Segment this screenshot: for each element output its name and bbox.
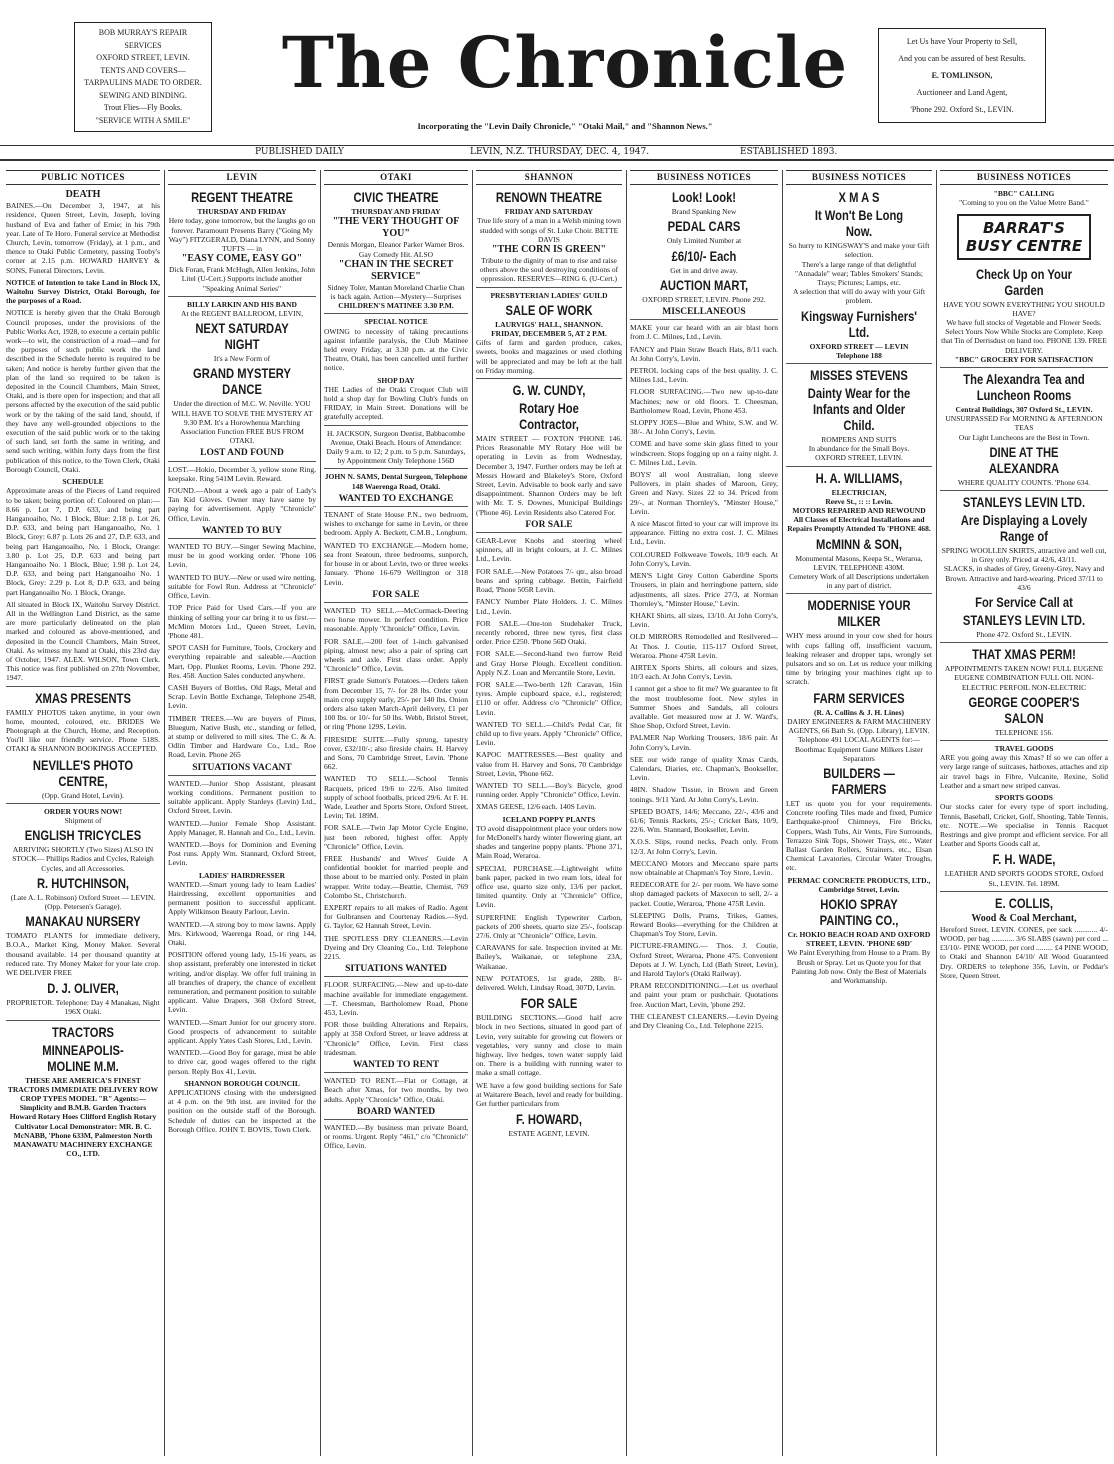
renown-heading: RENOWN THEATRE xyxy=(495,189,603,206)
column-otaki xyxy=(324,170,468,1456)
classified-ad: WANTED.—Junior Female Shop Assistant. Apply Manager, R. Hannah and Co., Ltd., Levin. xyxy=(168,818,316,837)
shannon-council-heading: SHANNON BOROUGH COUNCIL xyxy=(184,1078,300,1088)
builders-heading: BUILDERS — FARMERS xyxy=(823,764,895,797)
column-business-notices-1 xyxy=(630,170,778,1456)
classified-ad: WANTED.—Smart Junior for our grocery store. Good prospects of advancement to suitable applicant. Apply Yates Cash Stores, Ltd., Levin. xyxy=(168,1017,316,1046)
ear-right xyxy=(878,28,1046,123)
classes-text: All Classes of Electrical Installations and Repairs Promptly Attended To 'PHONE 468. xyxy=(787,515,931,534)
stanleys-heading-2: STANLEYS LEVIN LTD. xyxy=(962,612,1086,629)
classified-ad: TOP Price Paid for Used Cars.—If you are thinking of selling your car bring it to us first.—McMinn Motors Ltd., Queen Street, Levin, 'Phone 481. xyxy=(168,603,316,640)
classified-ad: CARAVANS for sale. Inspection invited at Mr. Bailey's, Waikanae, or telephone 23A, Waikanae. xyxy=(476,943,622,971)
classified-ad: WANTED TO EXCHANGE.—Modern home, sea front Seatoun, three bedrooms, sunporch, for house in or about Levin, two or three weeks January. 'Phone 16-679 Wellington or 318 Levin. xyxy=(324,540,468,587)
dateline xyxy=(0,145,1114,161)
regent-heading: REGENT THEATRE xyxy=(191,189,293,206)
neville-address: (Opp. Grand Hotel, Levin). xyxy=(41,790,125,800)
classified-ad: WANTED.—Boys for Dominion and Evening Post runs. Apply Wm. Stannard, Oxford Street, Levin. xyxy=(168,839,316,868)
classified-ad: FOR SALE.—One-ton Studebaker Truck, recently rebored, three new tyres, first class order. Price £250. 'Phone 56D Otaki. xyxy=(476,618,622,647)
column-rule xyxy=(936,170,937,1456)
regent-film: "EASY COME, EASY GO" xyxy=(181,253,303,265)
grocer-text: "BBC" GROCERY FOR SATISFACTION xyxy=(954,354,1094,364)
ear-line: BOB MURRAY'S REPAIR xyxy=(98,28,188,37)
classified-ad: WANTED TO SELL.—Boy's Bicycle, good running order. Apply "Chronicle" Office, Levin. xyxy=(476,780,622,800)
classified-ad: GEAR-Lever Knobs and steering wheel spinners, all in bright colours, at J. C. Milnes Ltd., Levin. xyxy=(476,536,622,564)
friday-date: FRIDAY, DECEMBER 5, AT 2 P.M. xyxy=(491,329,607,339)
ear-line: TARPAULINS MADE TO ORDER. xyxy=(84,78,202,87)
column-heading: BUSINESS NOTICES xyxy=(786,170,932,185)
luncheon-text: Our Light Luncheons are the Best in Town. xyxy=(958,432,1090,442)
classified-ad: FOR SALE.—Second-hand two furrow Reid and Gray Horse Plough. Excellent condition. Apply N.Z. Loan and Mercantile Store, Levin. xyxy=(476,649,622,677)
classified-ad: POSITION offered young lady, 15-16 years, as shop assistant, preferably one interested in ticket writing, and/or display. We offer full training in all branches of drapery, the chance of excellent remuneration, and permanent position to suitable applicant. Value Drapers, 368 Oxford Street, Levin. xyxy=(168,950,316,1015)
classified-ad: FOR SALE.—Two-berth 12ft Caravan, 16in tyres. Ample cupboard space, e.l., registered; £110 or offer. Address c/o "Chronicle" Office, Levin. xyxy=(476,679,622,717)
renown-days: FRIDAY AND SATURDAY xyxy=(504,207,594,217)
skirts-text: SPRING WOOLLEN SKIRTS, attractive and well cut, in Grey only. Priced at 42/6, 43/11. xyxy=(941,546,1107,565)
regent-cast: Dick Foran, Frank McHugh, Allen Jenkins, John Litel (U-Cert.) Supports include another "Speaking Animal Series" xyxy=(168,265,316,293)
classified-ad: KHAKI Shirts, all sizes, 13/10. At John Corry's, Levin. xyxy=(630,610,778,630)
oliver-heading: D. J. OLIVER, xyxy=(47,980,119,997)
classified-ad: SLOPPY JOES—Blue and White, S.W. and W. 38/-. At John Corry's, Levin. xyxy=(630,418,778,437)
cundy-heading: G. W. CUNDY, xyxy=(512,382,586,399)
hairdresser-heading: LADIES' HAIRDRESSER xyxy=(198,870,286,880)
tricycles-heading: ENGLISH TRICYCLES xyxy=(24,827,142,844)
classified-ad: SUPERFINE English Typewriter Carbon, packets of 200 sheets, quarto size 25/-, foolscap 27/6. Only at "Chronicle" Office, Levin. xyxy=(476,912,622,940)
reeve-street: Reeve St., :: :: Levin. xyxy=(825,496,893,506)
classified-ad: PRAM RECONDITIONING.—Let us overhaul and paint your pram or pushchair. Quotations free. Auction Mart, Levin, 'phone 292. xyxy=(630,981,778,1009)
farm-services-body: DAIRY ENGINEERS & FARM MACHINERY AGENTS, 66 Bath St. (Opp. Library), LEVIN. Telephone 491 LOCAL AGENTS for:— Boothmac Equipment Gane Milkers Lister Separators xyxy=(787,716,931,763)
classified-ad: PALMER Nap Working Trousers, 18/6 pair. At John Corry's, Levin. xyxy=(630,733,778,752)
classified-ad: WANTED.—By business man private Board, or rooms. Urgent. Reply "461," c/o "Chronicle" Office, Levin. xyxy=(324,1123,468,1151)
column-heading: SHANNON xyxy=(476,170,622,185)
classified-ad: THE SPOTLESS DRY CLEANERS.—Levin Dyeing and Dry Cleaning Co., Ltd. Telephone 2215. xyxy=(324,933,468,962)
dateline-published: PUBLISHED DAILY xyxy=(255,147,344,157)
section-heading: FOR SALE xyxy=(476,521,622,533)
manakau-heading: MANAKAU NURSERY xyxy=(25,913,141,930)
classified-ad: WANTED TO RENT.—Flat or Cottage, at Beach after Xmas, for two months, by two adults. Apply "Chronicle" Office, Otaki. xyxy=(324,1076,468,1104)
classified-ad: AIRTEX Sports Shirts, all colours and sizes, 10/3 each. At John Corry's, Levin. xyxy=(630,662,778,682)
tractors-heading: TRACTORS xyxy=(51,1023,115,1040)
stanleys-heading: STANLEYS LEVIN LTD. xyxy=(962,494,1086,511)
classified-ad: SLEEPING Dolls, Prams, Trikes, Games, Reward Books—everything for the Children at Chapman's Toy Store, Levin. xyxy=(630,910,778,939)
cooper-telephone: TELEPHONE 156. xyxy=(994,727,1054,737)
manakau-body: TOMATO PLANTS for immediate delivery, B.O.A., Market King, Money Maker. Several thousand available. 14 per thousand quantity at reduced rate. Try Money Maker for your late crop. WE DELIVER FREE xyxy=(6,931,160,978)
selection-text: A selection that will do away with your Gift problem. xyxy=(792,287,926,306)
travel-body: ARE you going away this Xmas? If so we can offer a very large range of suitcases, hatboxes, attaches and zip air travel bags in Fibre, Vulcanite, Rexine, Solid Leather and a smart new striped canvas. xyxy=(940,753,1108,790)
classified-ad: WE have a few good building sections for Sale at Waitarere Beach, level and ready for building. Get further particulars from xyxy=(476,1080,622,1109)
moline-body: THESE ARE AMERICA'S FINEST TRACTORS IMMEDIATE DELIVERY ROW CROP TYPES MODEL "R" Agents:— Simplicity and B.M.B. Garden Tractors Howard Rotary Hoes Clifford English Rotary Cultivator Local Demonstrator: MR. B. C. McNABB, 'Phone 633M, Palmerston North MANAWATU MACHINERY EXCHANGE CO., LTD. xyxy=(7,1075,159,1159)
quality-text: WHERE QUALITY COUNTS. 'Phone 634. xyxy=(957,477,1091,487)
column-rule xyxy=(164,170,165,1456)
howard-heading: F. HOWARD, xyxy=(516,1111,582,1128)
classified-ad: FOR SALE.—New Potatoes 7/- qtr., also broad beans and spring cabbage. Bettin, Fairfield Road, 'Phone 505R Levin. xyxy=(476,566,622,595)
price-heading: £6/10/- Each xyxy=(671,247,737,264)
civic-film-2: "CHAN IN THE SECRET SERVICE" xyxy=(338,258,454,282)
classified-ad: WANTED.—Good Boy for garage, must be able to drive car, good wages offered to the right person. Reply Box 41, Levin. xyxy=(168,1048,316,1076)
column-public-notices xyxy=(6,170,160,1456)
milker-body: WHY mess around in your cow shed for hours with cups falling off, insufficient vacuum, leaking releaser and dropper taps, wrongly set pulsators and so on. Let us reduce your milking time by bringing your machines right up to scratch. xyxy=(786,631,932,687)
classified-ad: 48IN. Shadow Tissue, in Brown and Green tonings. 9/11 Yard. At John Corry's, Levin. xyxy=(630,785,778,804)
classified-ad: FOR SALE.—200 feet of 1-inch galvanised piping, almost new; also a pair of spring cart wheels and axle. First class order. Apply "Chronicle" Office, Levin. xyxy=(324,636,468,674)
ear-line: And you can be assured of best Results. xyxy=(898,54,1026,63)
classified-ad: WANTED.—A strong boy to mow lawns. Apply Mrs. Kirkwood, Waerenga Road, or ring 144, Otaki. xyxy=(168,919,316,947)
gifts-body: Gifts of farm and garden produce, cakes, sweets, books and magazines or used clothing will be appreciated and may be left at the hall on Friday morning. xyxy=(476,338,622,375)
oliver-body: PROPRIETOR. Telephone: Day 4 Manakau, Night 196X Otaki. xyxy=(6,998,160,1017)
classified-ad: OLD MIRRORS Remodelled and Resilvered—At Thos. J. Coutie, 115-117 Oxford Street, Weraroa. Phone 475R Levin. xyxy=(630,632,778,660)
wade-body: LEATHER AND SPORTS GOODS STORE, Oxford St., LEVIN. Tel. 189M. xyxy=(944,869,1104,888)
moline-heading: MINNEAPOLIS-MOLINE M.M. xyxy=(42,1041,124,1074)
civic-days: THURSDAY AND FRIDAY xyxy=(351,207,441,217)
classified-ad: COLOURED Folkweave Towels, 10/9 each. At John Corry's, Levin. xyxy=(630,549,778,568)
xmas-heading: X M A S xyxy=(838,189,880,206)
ear-line: 'Phone 292. Oxford St., LEVIN. xyxy=(910,105,1014,114)
range-text: There's a large range of that delightful "Annadale" wear; Tables Smokers' Stands; Trays; Pictures; Lamps, etc. xyxy=(794,259,924,288)
poppy-heading: ICELAND POPPY PLANTS xyxy=(502,814,596,824)
laurvigs-hall: LAURVIGS' HALL, SHANNON. xyxy=(495,319,603,329)
classified-ad: THE Ladies of the Otaki Croquet Club will hold a shop day for Bowling Club's funds on FRIDAY, in Main Street. Donations will be gratefully accepted. xyxy=(324,384,468,422)
column-shannon xyxy=(476,170,622,1456)
displaying-heading: Are Displaying a Lovely Range of xyxy=(960,512,1088,545)
collis-sub: Wood & Coal Merchant, xyxy=(971,912,1077,924)
pedal-cars-heading: PEDAL CARS xyxy=(667,218,741,235)
classified-ad: REDECORATE for 2/- per room. We have some shop damaged packets of Maxecon to sell, 2/- a packet. Coutie, Weraroa, 'Phone 475R Levin. xyxy=(630,880,778,908)
sports-heading: SPORTS GOODS xyxy=(995,793,1053,803)
guild-heading: PRESBYTERIAN LADIES' GUILD xyxy=(490,290,608,300)
rule xyxy=(940,367,1108,368)
section-heading: SITUATIONS WANTED xyxy=(324,965,468,977)
civic-film: "THE VERY THOUGHT OF YOU" xyxy=(332,216,460,240)
ear-line: Let Us have Your Property to Sell, xyxy=(906,37,1018,46)
classified-ad: THE CLEANEST CLEANERS.—Levin Dyeing and Dry Cleaning Co., Ltd. Telephone 2215. xyxy=(630,1011,778,1031)
classified-ad: TO avoid disappointment place your orders now for McDonell's hardy winter flowering giant, art shades and tangerine poppy plants. 'Phone 371, Main Road, Weraroa. xyxy=(476,823,622,861)
hokio-heading: HOKIO SPRAY PAINTING CO., xyxy=(819,895,899,928)
death-notice: BAINES.—On December 3, 1947, at his residence, Queen Street, Levin, Joseph, loving husband of Eva and father of Ernie; in his 79th year. Late of Te Horo. Funeral service at Methodist Church, Levin, tomorrow (Friday), at 1 p.m., and thence to Otaki Public Cemetery, passing Tooby's corner at 2.15 p.m. HOWARD HARVEY & SONS, Funeral Directors, Levin. xyxy=(6,201,160,275)
rompers-text: ROMPERS AND SUITS xyxy=(821,435,897,445)
regent-days: THURSDAY AND FRIDAY xyxy=(197,207,287,217)
collis-body: Hereford Street, LEVIN. CONES, per sack ............ 4/- WOOD, per bag ............ 3/6 SLABS (sawn) per cord ... £3/10/- PINE WOOD, per cord ......... £4 PINE WOOD, to Otaki and Shannon £4/10/ All Wood Guaranteed Dry. ORDERS to telephone 356, Levin, or Peddar's Store, Queen Street. xyxy=(940,924,1108,980)
renown-body: True life story of a man in a Welsh mining town studded with songs of St. Luke Choir. BETTE DAVIS xyxy=(477,216,621,244)
rule xyxy=(786,363,932,364)
mcminn-heading: McMINN & SON, xyxy=(816,535,902,552)
column-rule xyxy=(626,170,627,1456)
for-sale-heading: FOR SALE xyxy=(520,995,578,1012)
jackson-card: H. JACKSON, Surgeon Dentist, Babbacombe Avenue, Otaki Beach. Hours of Attendance: Daily 9 a.m. to 12; 2 p.m. to 5 p.m. Saturdays, by Appointment Only Telephone 156D xyxy=(326,428,466,466)
travel-heading: TRAVEL GOODS xyxy=(994,744,1054,754)
ear-line: TENTS AND COVERS— xyxy=(100,65,186,75)
classified-ad: X.O.S. Slips, round necks, Peach only. From 12/3. At John Corry's, Levin. xyxy=(630,837,778,856)
classified-ad: LOST.—Hokio, December 3, yellow stone Ring, keepsake. Ring 541M Levin. Reward. xyxy=(168,464,316,483)
look-heading: Look! Look! xyxy=(671,189,737,206)
column-business-notices-2 xyxy=(786,170,932,1456)
ear-line: E. TOMLINSON, xyxy=(931,71,993,80)
tricycles-body: ARRIVING SHORTLY (Two Sizes) ALSO IN STOCK— Phillips Radios and Cycles, Raleigh Cycles, and all Accessories. xyxy=(12,845,154,873)
permac-text: PERMAC CONCRETE PRODUCTS, LTD., Cambridge Street, Levin. xyxy=(787,875,931,894)
column-rule xyxy=(320,170,321,1456)
ear-line: SERVICES xyxy=(124,40,162,50)
service-heading: For Service Call at xyxy=(975,594,1073,611)
schedule-heading: SCHEDULE xyxy=(62,477,104,487)
ear-line: OXFORD STREET, LEVIN. xyxy=(96,53,190,62)
classified-ad: WANTED.—Junior Shop Assistant, pleasant working conditions. Permanent position to suitable applicant. Apply Stanleys (Levin) Ltd., Oxford Street, Levin. xyxy=(168,778,316,816)
column-rule xyxy=(782,170,783,1456)
classified-ad: PETROL locking caps of the best quality. J. C. Milnes Ltd., Levin. xyxy=(630,366,778,385)
grand-mystery-body: Under the direction of M.C. W. Neville. YOU WILL HAVE TO SOLVE THE MYSTERY AT 9.30 P.M. It's a Horowhenua Marching Association Function FREE BUS FROM OTAKI. xyxy=(171,399,313,446)
brand-new: Brand Spanking New xyxy=(671,207,737,217)
section-heading: WANTED TO BUY xyxy=(168,527,316,539)
column-heading: BUSINESS NOTICES xyxy=(940,170,1108,185)
classified-ad: COME and have some skin glass fitted to your windscreen. Stops fogging up on a rainy night. J. C. Milnes Ltd., Levin. xyxy=(630,439,778,467)
cooper-heading: GEORGE COOPER'S SALON xyxy=(968,693,1080,726)
ear-left xyxy=(74,22,212,132)
seeds-text: We have full stocks of Vegetable and Flower Seeds. Select Yours Now While Stocks are Complete. Keep that Tin of Derrisdust on hand too. PHONE 139. FREE DELIVERY. xyxy=(941,318,1107,355)
alexandra-heading: The Alexandra Tea and Luncheon Rooms xyxy=(963,371,1085,404)
classified-ad: WANTED TO SELL.—School Tennis Racquets, priced 19/6 to 22/6. Also limited supply of school footballs, priced 29/6. At F. H. Wade, Leather and Sports Store, Oxford Street, Levin; Tel. 189M. xyxy=(324,774,468,821)
classified-ad: WANTED.—Smart young lady to learn Ladies' Hairdressing, excellent opportunities and permanent position to successful applicant. Apply Wilkinson Beauty Parlour, Levin. xyxy=(168,879,316,917)
rule xyxy=(940,740,1108,741)
schedule-tail: All situated in Block IX, Waitohu Survey District. All in the Wellington Land District, as the same are more particularly delineated on the plan marked and coloured as above-mentioned, and deposited in the Council Chambers, Main Street, Otaki. As witness my hand at Otaki, this 23rd day of October, 1947. ALEX. WILSON, Town Clerk. This notice was first published on 27th November, 1947. xyxy=(6,599,160,683)
hokio-address: Cr. HOKIO BEACH ROAD AND OXFORD STREET, LEVIN. 'PHONE 69D' xyxy=(787,929,931,949)
dainty-heading: Dainty Wear for the Infants and Older Child. xyxy=(807,385,911,434)
classified-ad: FANCY Number Plate Holders. J. C. Milnes Ltd., Levin. xyxy=(476,597,622,616)
classified-ad: CASH Buyers of Bottles, Old Rags, Metal and Scrap. Levin Bottle Exchange, Telephone 2548, Levin. xyxy=(168,682,316,711)
sports-body: Our stocks cater for every type of sport including, Tennis, Baseball, Cricket, Golf, Shooting, Table Tennis, etc. NOTE.—We specialise in Tennis Racquet Restrings and give prompt and efficient service. For all Leather and Sports Goods call at, xyxy=(940,802,1108,849)
hutchinson-body: (Late A. L. Robinson) Oxford Street — LEVIN. (Opp. Petersen's Garage). xyxy=(10,892,156,911)
farm-services-heading: FARM SERVICES xyxy=(813,689,905,706)
sown-text: HAVE YOU SOWN EVERYTHING YOU SHOULD HAVE? xyxy=(943,299,1105,318)
rule xyxy=(168,296,316,297)
unsurpassed-text: UNSURPASSED For MORNING & AFTERNOON TEAS xyxy=(945,414,1103,433)
classified-ad: WANTED TO BUY.—Singer Sewing Machine, must be in good working order. 'Phone 106 Levin. xyxy=(168,542,316,570)
masthead-incorporating: Incorporating the "Levin Daily Chronicle," "Otaki Mail," and "Shannon News." xyxy=(417,121,713,131)
civic-heading: CIVIC THEATRE xyxy=(353,189,439,206)
garden-heading: Check Up on Your Garden xyxy=(975,265,1073,298)
barrats-logo: BARRAT'S BUSY CENTRE xyxy=(957,214,1091,260)
classified-ad: MECCANO Motors and Meccano spare parts now obtainable at Chapman's Toy Store, Levin. xyxy=(630,858,778,877)
hutchinson-heading: R. HUTCHINSON, xyxy=(36,874,130,891)
neville-heading: NEVILLE'S PHOTO CENTRE, xyxy=(32,756,134,789)
perm-heading: THAT XMAS PERM! xyxy=(972,646,1076,663)
rule xyxy=(786,466,932,467)
perm-body: APPOINTMENTS TAKEN NOW! FULL EUGENE EUGENE COMBINATION FULL OIL NON-ELECTRIC PERFOIL NON-ELECTRIC xyxy=(944,664,1104,692)
classified-ad: BUILDING SECTIONS.—Good half acre block in two Sections, situated in good part of Levin, very suitable for growing cut flowers or vegetables, very sunny and close to main highway, live hedges, town water supply laid on. There is a building with running water to make a small cottage. xyxy=(476,1013,622,1078)
rotary-heading: Rotary Hoe Contractor, xyxy=(519,400,579,433)
abundance-text: In abundance for the Small Boys. xyxy=(808,444,910,454)
classified-ad: A nice Mascot fitted to your car will improve its appearance. Fitting no extra cost. J. C. Milnes Ltd., Levin. xyxy=(630,519,778,547)
auction-mart-sub: OXFORD STREET, LEVIN. Phone 292. xyxy=(642,294,766,304)
stanleys-telephone: Phone 472. Oxford St., LEVIN. xyxy=(976,630,1072,640)
auction-mart-heading: AUCTION MART, xyxy=(659,276,749,293)
rule xyxy=(940,490,1108,491)
column-heading: LEVIN xyxy=(168,170,316,185)
classified-ad: SPECIAL PURCHASE.—Lightweight white bank paper, packed in two ream lots, ideal for office use, quarto size only, 13/6 per packet, limited quantity. Only at "Chronicle" Office, Levin. xyxy=(476,863,622,910)
notice-body: NOTICE is hereby given that the Otaki Borough Council proposes, under the provisions of the Public Works Act, 1928, to execute a certain public work—to wit, the construction of a road—and for the purposes of such public work the land described in the Schedule hereto is required to be taken; And notice is hereby further given that the plan of the land so required to be taken is deposited in the Council Chambers, Main Street, Otaki, and is there open for inspection; and that all persons affected by the execution of the said public work or by the taking of the said land, should, if they have any well-grounded objections to the execution of the said public work or to the taking of such land, set forth the same in writing, and send such writing, within forty days from the first publication of this notice, to the Town Clerk, Otaki Borough Council, Otaki. xyxy=(6,308,160,474)
column-heading: BUSINESS NOTICES xyxy=(630,170,778,185)
classified-ad: SPEED BOATS, 14/6; Meccano, 22/-, 43/6 and 61/6; Tennis Rackets, 25/-; Cricket Bats, 10/9, 22/6. Wm. Stannard, Bookseller, Levin. xyxy=(630,806,778,835)
electrician-text: ELECTRICIAN, xyxy=(831,487,887,497)
section-heading: FOR SALE xyxy=(324,591,468,603)
classified-ad: NEW POTATOES, 1st grade, 28lb. 8/- delivered. Welch, Lindsay Road, 307D, Levin. xyxy=(476,973,622,993)
classified-ad: FIRST grade Sutton's Potatoes.—Orders taken from December 15, 7/- for 28 lbs. Order your main crop supply early, 25/- per 140 lbs. Onion orders also taken March-April delivery, £1 per 100 lbs. or 10/- for 50 lbs. Webb, Bristol Street, or ring 'Phone 129S, Levin. xyxy=(324,676,468,732)
column-heading: OTAKI xyxy=(324,170,468,185)
sale-of-work-heading: SALE OF WORK xyxy=(505,301,593,318)
classified-ad: OWING to necessity of taking precautions against infantile paralysis, the Club Matinee held every Friday, at 3.30 p.m. at the Civic Theatre, Otaki, has been cancelled until further notice. xyxy=(324,326,468,373)
section-heading: WANTED TO EXCHANGE xyxy=(324,495,468,507)
ear-line: "SERVICE WITH A SMILE" xyxy=(95,115,191,125)
slacks-text: SLACKS, in shades of Grey, Greeny-Grey, Navy and Brown. Attractive and hard-wearing. Priced 37/11 to 43/6 xyxy=(943,564,1105,592)
column-business-notices-3 xyxy=(940,170,1108,1456)
rule xyxy=(6,686,160,687)
classified-ad: EXPERT repairs to all makes of Radio. Agent for Gulbransen and Courtenay Radios.—Syd. G. Taylor, 62 Hannah Street, Levin. xyxy=(324,903,468,931)
classified-ad: FIRESIDE SUITE.—Fully sprung, tapestry cover, £32/10/-; also fireside chairs. H. Harvey and Sons, 70 Cambridge Street, Levin. 'Phone 662. xyxy=(324,734,468,772)
bbc-heading: "BBC" CALLING xyxy=(993,189,1055,199)
larkin-body: At the REGENT BALLROOM, LEVIN, xyxy=(181,309,303,319)
classified-ad: FOR SALE.—Twin Jap Motor Cycle Engine, just been rebored, highest offer. Apply "Chronicle" Office, Levin. xyxy=(324,823,468,851)
classified-ad: SEE our wide range of quality Xmas Cards, Calendars, Diaries, etc. Chapman's, Bookseller, Levin. xyxy=(630,754,778,783)
stevens-heading: MISSES STEVENS xyxy=(810,367,908,384)
classified-ad: FLOOR SURFACING.—New and up-to-date machine available for immediate engagement.—T. Cheesman, Bartholomew Road, Phone 453, Levin. xyxy=(324,980,468,1018)
civic-cast-2: Sidney Toler, Mantan Moreland Charlie Chan is back again. Action—Mystery—Surprises xyxy=(327,282,465,302)
grand-mystery-heading: GRAND MYSTERY DANCE xyxy=(193,365,291,398)
death-heading: DEATH xyxy=(65,189,101,201)
cemetery-text: Cemetery Work of all Descriptions undertaken in any part of district. xyxy=(789,572,929,591)
new-form: It's a New Form of xyxy=(213,354,271,364)
classified-ad: MAKE your car heard with an air blast horn from J. C. Milnes, Ltd., Levin. xyxy=(630,323,778,342)
cundy-body: MAIN STREET — FOXTON 'PHONE 146. Prices Reasonable MY Rotary Hoe will be operating in Levin as from Wednesday, December 3, 1947. Further orders may be left at Messrs Howard and Blakeley's Store, Oxford Street, Levin. Advisable to book early and save disappointment. Shannon Orders may be left with Mr. T. S. Downes, Municipal Buildings ('Phone 46). Levin Residents also Catered For. xyxy=(476,434,622,517)
stevens-address: OXFORD STREET, LEVIN. xyxy=(815,453,903,463)
classified-ad: FOUND.—About a week ago a pair of Lady's Tan Kid Gloves. Owner may have same by paying for advertisement. Apply "Chronicle" Office, Levin. xyxy=(168,486,316,523)
classified-ad: KAPOC MATTRESSES.—Best quality and value from H. Harvey and Sons, 70 Cambridge Street, Levin, 'Phone 662. xyxy=(476,750,622,778)
rule xyxy=(6,1020,160,1021)
classified-ad: WANTED TO SELL.—Child's Pedal Car, fit child up to five years. Apply "Chronicle" Office, Levin. xyxy=(476,719,622,748)
civic-cast: Dennis Morgan, Eleanor Parker Warner Bros. Gay Comedy Hit. ALSO xyxy=(327,240,465,259)
column-rule xyxy=(472,170,473,1456)
drive-away: Get in and drive away. xyxy=(670,265,738,275)
classified-ad: FLOOR SURFACING.—Two new up-to-date Machines; new or old floors. T. Cheesman, Bartholomew Road, Levin, Phone 453. xyxy=(630,387,778,415)
next-saturday-heading: NEXT SATURDAY NIGHT xyxy=(195,320,289,353)
civic-matinee: CHILDREN'S MATINEE 3.30 P.M. xyxy=(338,301,454,311)
renown-film: "THE CORN IS GREEN" xyxy=(491,244,607,256)
hokio-body: We Paint Everything from House to a Pram. By Brush or Spray. Let us Quote you for that Painting Job now. Only the Best of Materials and Workmanship. xyxy=(787,948,931,985)
wade-heading: F. H. WADE, xyxy=(992,851,1056,868)
coming-text: "Coming to you on the Value Metre Band." xyxy=(959,198,1089,208)
farm-services-sub: (R. A. Collins & J. H. Lines) xyxy=(813,707,904,717)
classified-ad: TENANT of State House P.N., two bedroom, wishes to exchange for same in Levin, or three bedroom. Apply A. Beckett, C.M.B., Longburn. xyxy=(324,510,468,538)
collis-heading: E. COLLIS, xyxy=(995,894,1053,911)
schedule-body: Approximate areas of the Pieces of Land required to be taken; being portion of: Coloured on plan:— 8.66 p. Lot 7, D.P. 633, and being part Hanganoaiho, No. 1 Block, Blue: 2.18 p. Lot 26, D.P. 633, and being part Hanganoaiho, No. 1 Block, Grey: 6.87 p. Lots 26 and 27, D.P. 633, and being part Hanganoaiho, No. 1 Block, Orange: 3.80 p. Lot 25, D.P. 633 and being part Hanganoaiho No. 1 Block, Blue; 1.98 p. Lot 24, D.P. 633, and being part Hanganoaiho No. 1 Block, Grey: 2.29 p. Lot 8, D.P. 633, and being part Hanganoaiho No. 1 Block, Orange. xyxy=(6,486,160,597)
classified-ad: PICTURE-FRAMING.— Thos. J. Coutie, Oxford Street, Weraroa, Phone 475. Convenient Depots at J. W. Lynch, Ltd (Bath Street, Levin), and Harold Taylor's (Otaki Railway). xyxy=(630,941,778,979)
kingsway-telephone: Telephone 188 xyxy=(836,350,882,360)
classified-ad: MEN'S Light Grey Cotton Gaberdine Sports Trousers, in plain and herringbone pattern, side adjustments, all sizes. Price 27/3, at Norman Thornley's, "Minster House," Levin. xyxy=(630,571,778,608)
dateline-established: ESTABLISHED 1893. xyxy=(740,147,838,157)
classified-ad: FREE Husbands' and Wives' Guide A confidential booklet for married people and those about to be married only. Posted in plain wrapper. Write today.—Beattie, Chemist, 769 Colombo St., Christchurch. xyxy=(324,853,468,900)
rule xyxy=(476,287,622,288)
classified-ad: BOYS' all wool Australian, long sleeve Pullovers, in plain shades of Maroon, Grey, Green and Navy. Sizes 22 to 34. Priced from 29/-, at Norman Thornley's, "Minster House," Levin. xyxy=(630,470,778,516)
sams-card: JOHN N. SAMS, Dental Surgeon, Telephone 148 Waerenga Road, Otaki. xyxy=(324,472,468,491)
section-heading: BOARD WANTED xyxy=(324,1108,468,1120)
xmas-presents-heading: XMAS PRESENTS xyxy=(35,689,131,706)
rule xyxy=(786,593,932,594)
ear-line: Auctioneer and Land Agent, xyxy=(916,88,1008,97)
order-sub: Shipment of xyxy=(64,815,102,825)
classified-ad: SPOT CASH for Furniture, Tools, Crockery and everything repairable and saleable.—Auction Mart, Opp. Plunket Rooms, Levin. 'Phone 292. Res. 458. Auction Sales conducted anywhere. xyxy=(168,643,316,680)
regent-body: Here today, gone tomorrow, but the laughs go on forever. Paramount Presents Barry ("Going My Way") FITZGERALD, Diana LYNN, and Sonny TUFTS — in xyxy=(168,216,316,254)
dateline-date: LEVIN, N.Z. THURSDAY, DEC. 4, 1947. xyxy=(470,147,650,157)
larkin-heading: BILLY LARKIN AND HIS BAND xyxy=(187,299,297,309)
classified-ad: XMAS GEESE, 12/6 each. 140S Levin. xyxy=(476,802,596,812)
shop-day-heading: SHOP DAY xyxy=(377,375,415,385)
column-heading: PUBLIC NOTICES xyxy=(6,170,160,185)
milker-heading: MODERNISE YOUR MILKER xyxy=(807,597,911,630)
rule xyxy=(324,425,468,426)
renown-tail: Tribute to the dignity of man to rise and raise others above the soul destroying conditions of oppression. RESERVES—RING 6. (U-Cert.) xyxy=(479,256,619,284)
kingsway-heading: Kingsway Furnishers' Ltd. xyxy=(801,307,917,340)
alexandra-address: Central Buildings, 307 Oxford St., LEVIN. xyxy=(955,405,1093,415)
rule xyxy=(940,891,1108,892)
rule xyxy=(476,378,622,379)
classified-ad: I cannot get a shoe to fit me? We guarantee to fit the most troublesome foot. New styles in Summer Shoes and Sandals, all colours available. Get measured now at J. W. Ward's, Shoe Shop, Oxford Street, Levin. xyxy=(630,684,778,731)
ear-line: Trout Flies—Fly Books. xyxy=(103,103,183,112)
classified-ad: APPLICATIONS closing with the undersigned at 4 p.m. on the 9th inst. are invited for the position on the outside staff of the Borough. Schedule of duties can be inspected at the Borough Office. JOHN T. BOVIS, Town Clerk. xyxy=(168,1088,316,1134)
section-heading: SITUATIONS VACANT xyxy=(168,764,316,776)
hurry-text: So hurry to KINGSWAY'S and make your Gift selection. xyxy=(788,241,930,260)
howard-sub: ESTATE AGENT, LEVIN. xyxy=(508,1129,590,1139)
rule xyxy=(324,468,468,469)
section-heading: MISCELLANEOUS xyxy=(630,308,778,320)
section-heading: WANTED TO RENT xyxy=(324,1061,468,1073)
ear-line: SEWING AND BINDING. xyxy=(99,90,187,100)
limited-number: Only Limited Number at xyxy=(666,236,742,246)
rule xyxy=(324,313,468,314)
classified-ad: FANCY and Plain Straw Beach Hats, 8/11 each. At John Corry's, Levin. xyxy=(630,344,778,363)
column-levin xyxy=(168,170,316,1456)
section-heading: LOST AND FOUND xyxy=(168,449,316,461)
special-notice-heading: SPECIAL NOTICE xyxy=(364,317,428,327)
williams-heading: H. A. WILLIAMS, xyxy=(815,469,903,486)
masons-text: Monumental Masons, Keepa St., Weraroa, LEVIN. TELEPHONE 430M. xyxy=(795,553,923,572)
order-heading: ORDER YOURS NOW! xyxy=(43,806,123,816)
builders-body: LET us quote you for your requirements. Concrete roofing Tiles made and fixed, Pumice Earthquake-proof Chimneys, Fire Bricks, Coppers, Wash Tubs, Air Vents, Fire Surrounds, Terrazzo Sink Tops, Shower Trays, etc., Water Ballast Garden Rollers, Strainers, etc., Elsan Chemical Lavatories, Circular Water Troughs, etc. xyxy=(786,798,932,873)
classified-ad: FOR those building Alterations and Repairs, apply at 358 Oxford Street, or leave address at "Chronicle" Office, Levin. First class tradesman. xyxy=(324,1020,468,1057)
rule xyxy=(940,642,1108,643)
classified-ad: WANTED TO BUY.—New or used wire netting, suitable for Fowl Run. Address at "Chronicle" Office, Levin. xyxy=(168,572,316,601)
kingsway-address: OXFORD STREET — LEVIN xyxy=(809,341,909,351)
classified-ad: TIMBER TREES.—We are buyers of Pinus, Bluegum, Native Bush, etc., standing or felled, at stump or delivered to mill sites. The C. & A. Odlin Timber and Hardware Co., Ltd., Roe Road, Levin. Phone 265 xyxy=(168,713,316,760)
motors-text: MOTORS REPAIRED AND REWOUND xyxy=(792,506,926,516)
rule xyxy=(6,803,160,804)
dine-heading: DINE AT THE ALEXANDRA xyxy=(988,443,1060,476)
notice-heading: NOTICE of Intention to take Land in Block IX, Waitohu Survey District, Otaki Borough, for the purposes of a Road. xyxy=(6,277,160,306)
masthead-title: The Chronicle xyxy=(281,21,849,104)
classified-ad: WANTED TO SELL.—McCormack-Deering two horse mower. In perfect condition. Price reasonable. Apply "Chronicle" Office, Levin. xyxy=(324,605,468,634)
photos-body: FAMILY PHOTOS taken anytime, in your own home, mounted, coloured, etc. BRIDES We Photograph at the Church, Home, and Reception. You'll like our friendly service. Phone 518S. OTAKI & SHANNON BOOKINGS ACCEPTED. xyxy=(6,707,160,754)
long-heading: It Won't Be Long Now. xyxy=(814,207,904,240)
